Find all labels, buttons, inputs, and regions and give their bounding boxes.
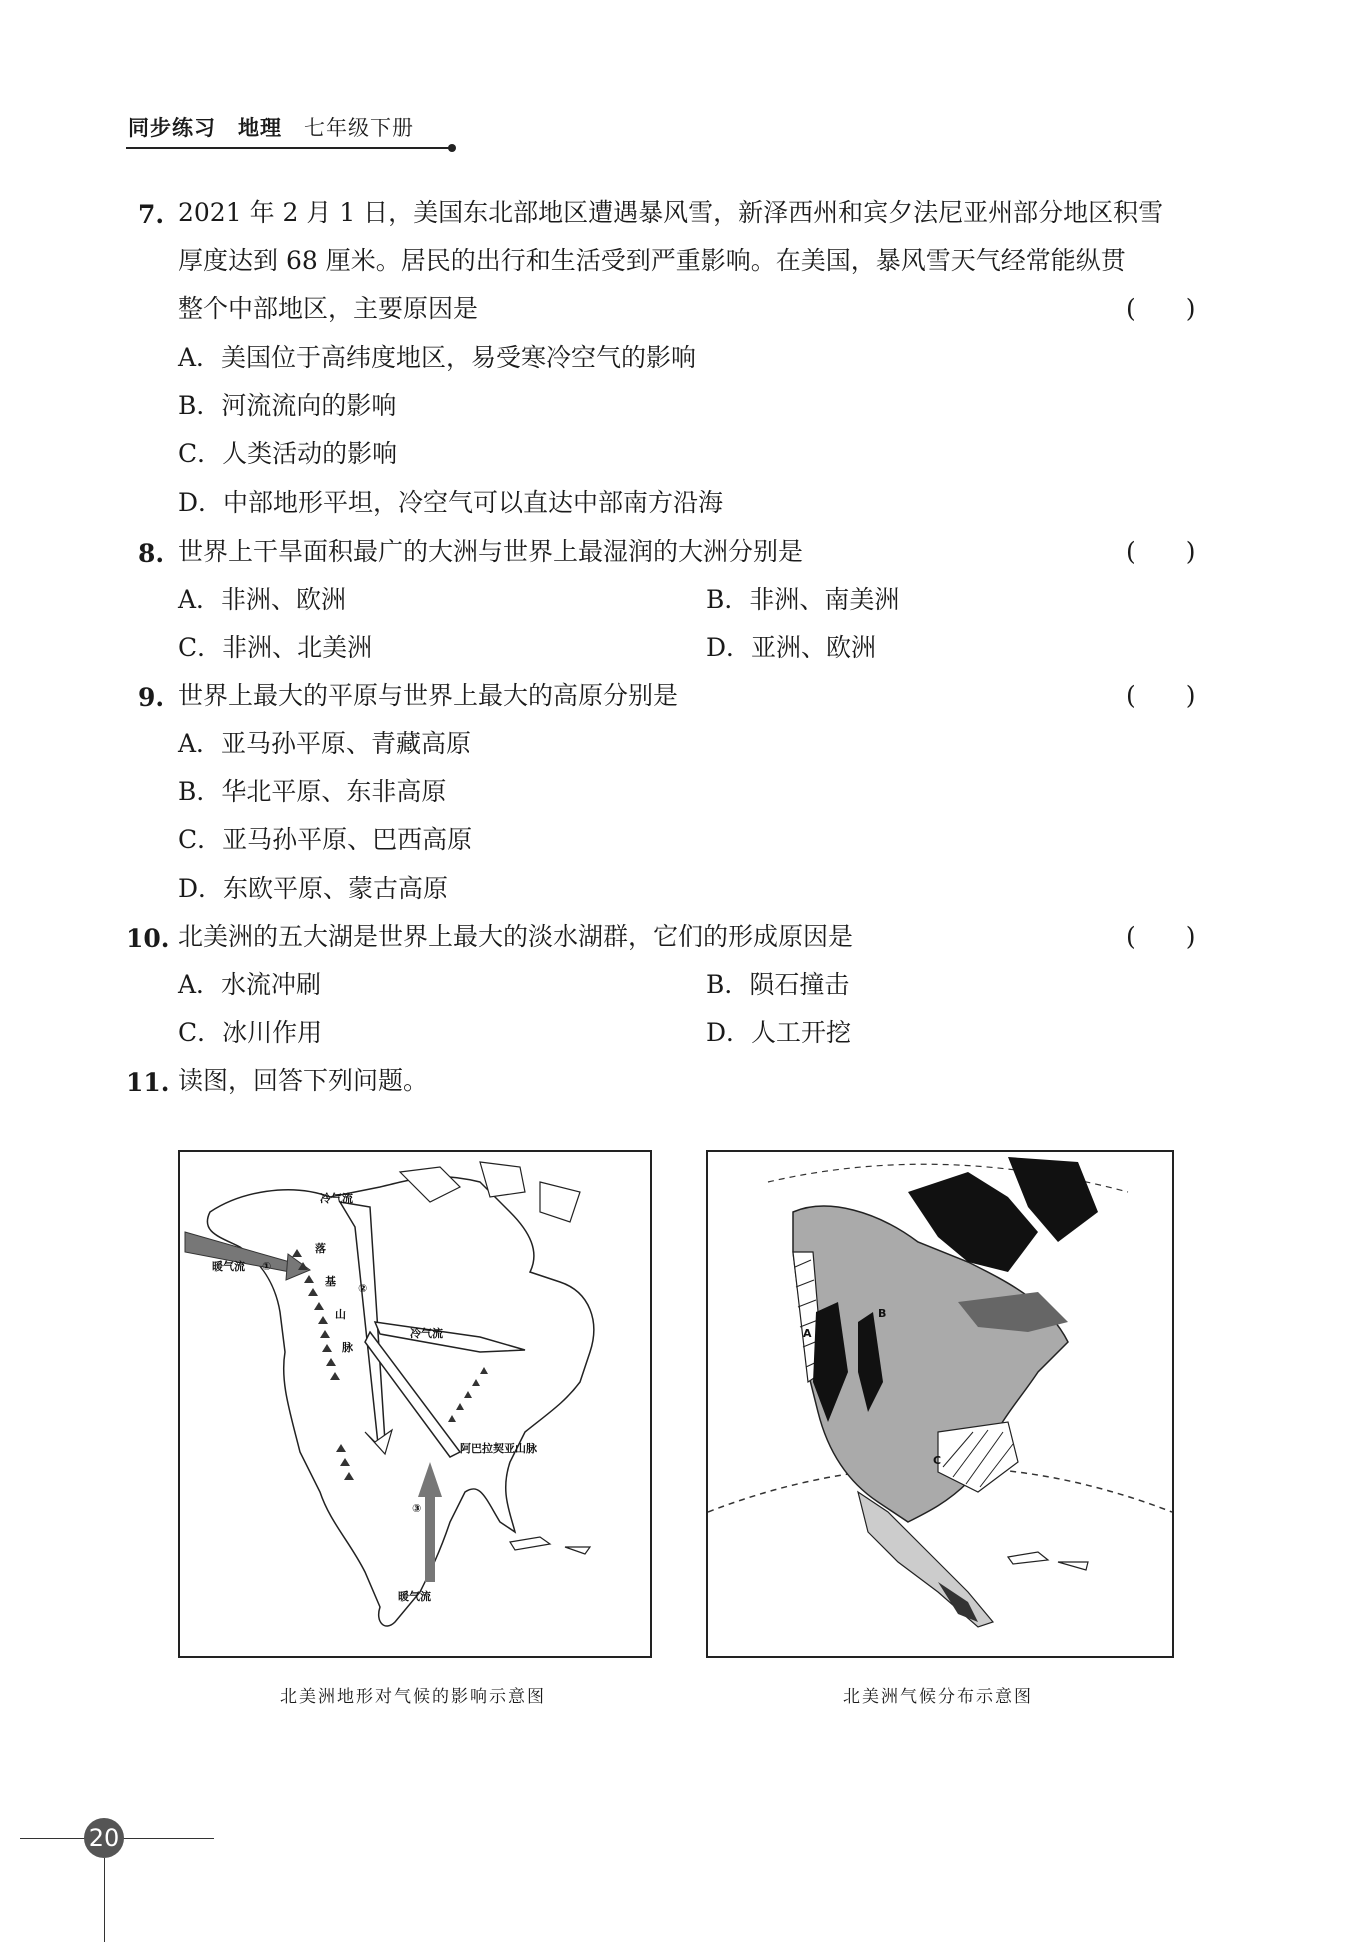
question-text-line: 2021 年 2 月 1 日，美国东北部地区遭遇暴风雪，新泽西州和宾夕法尼亚州部分地区积雪: [178, 198, 1164, 227]
answer-paren[interactable]: ( ): [1126, 294, 1196, 323]
option-c[interactable]: C．非洲、北美洲: [178, 633, 373, 662]
option-b[interactable]: B．陨石撞击: [706, 970, 850, 999]
warm-air-arrow-north: [425, 1492, 435, 1582]
page-number-line-vertical: [104, 1858, 105, 1942]
running-header: [128, 112, 454, 142]
option-b[interactable]: B．华北平原、东非高原: [178, 777, 447, 806]
option-a[interactable]: A．非洲、欧洲: [178, 585, 347, 614]
terrain-climate-map: [178, 1150, 652, 1658]
label-marker-3: ③: [412, 1502, 422, 1515]
question-number: 10.: [126, 924, 170, 953]
map1-caption: 北美洲地形对气候的影响示意图: [280, 1687, 546, 1707]
question-number: 8.: [138, 539, 165, 568]
option-c[interactable]: C．冰川作用: [178, 1018, 323, 1047]
question-text-line: 世界上干旱面积最广的大洲与世界上最湿润的大洲分别是: [178, 537, 804, 566]
page-number: 20: [84, 1818, 124, 1858]
option-b[interactable]: B．河流流向的影响: [178, 391, 397, 420]
label-cold-air-1: 冷气流: [320, 1192, 353, 1205]
answer-paren[interactable]: ( ): [1126, 681, 1196, 710]
caribbean-islands: [1008, 1552, 1088, 1570]
label-marker-2: ②: [358, 1282, 368, 1295]
map2-caption: 北美洲气候分布示意图: [843, 1687, 1033, 1707]
label-a: A: [803, 1327, 812, 1340]
question-number: 9.: [138, 683, 165, 712]
answer-paren[interactable]: ( ): [1126, 922, 1196, 951]
header-practice: 同步练习: [128, 116, 216, 140]
question-text-line: 厚度达到 68 厘米。居民的出行和生活受到严重影响。在美国，暴风雪天气经常能纵贯: [178, 246, 1126, 275]
caribbean-islands: [510, 1537, 590, 1554]
label-warm-air-1: 暖气流: [212, 1260, 245, 1273]
answer-paren[interactable]: ( ): [1126, 537, 1196, 566]
option-c[interactable]: C．亚马孙平原、巴西高原: [178, 825, 473, 854]
option-d[interactable]: D．东欧平原、蒙古高原: [178, 874, 449, 903]
header-subject: 地理: [238, 116, 282, 140]
label-rocky-3: 山: [335, 1308, 346, 1321]
label-rocky-4: 脉: [342, 1341, 353, 1354]
label-rocky-1: 落: [315, 1242, 326, 1255]
option-a[interactable]: A．亚马孙平原、青藏高原: [178, 729, 472, 758]
option-d[interactable]: D．人工开挖: [706, 1018, 852, 1047]
header-rule: [126, 147, 451, 149]
option-d[interactable]: D．亚洲、欧洲: [706, 633, 877, 662]
question-number: 7.: [138, 200, 165, 229]
label-b: B: [878, 1307, 887, 1320]
option-c[interactable]: C．人类活动的影响: [178, 439, 398, 468]
option-d[interactable]: D．中部地形平坦，冷空气可以直达中部南方沿海: [178, 488, 724, 517]
option-b[interactable]: B．非洲、南美洲: [706, 585, 900, 614]
label-appalachian: 阿巴拉契亚山脉: [460, 1442, 537, 1455]
question-text-line: 读图，回答下列问题。: [178, 1066, 429, 1095]
question-number: 11.: [126, 1068, 170, 1097]
terrain-climate-map-svg: [180, 1152, 650, 1656]
option-a[interactable]: A．水流冲刷: [178, 970, 322, 999]
header-grade: 七年级下册: [304, 116, 414, 140]
question-text-line: 北美洲的五大湖是世界上最大的淡水湖群，它们的形成原因是: [178, 922, 854, 951]
climate-distribution-map-svg: [708, 1152, 1172, 1656]
question-text-line: 世界上最大的平原与世界上最大的高原分别是: [178, 681, 679, 710]
header-dot: [448, 144, 456, 152]
label-rocky-2: 基: [325, 1275, 336, 1288]
question-text-line: 整个中部地区，主要原因是: [178, 294, 479, 323]
label-c: C: [933, 1454, 942, 1467]
label-warm-air-2: 暖气流: [398, 1590, 431, 1603]
option-a[interactable]: A．美国位于高纬度地区，易受寒冷空气的影响: [178, 343, 697, 372]
climate-distribution-map: [706, 1150, 1174, 1658]
label-marker-1: ①: [262, 1260, 272, 1273]
label-cold-air-2: 冷气流: [410, 1327, 443, 1340]
continent-outline: [207, 1177, 593, 1626]
